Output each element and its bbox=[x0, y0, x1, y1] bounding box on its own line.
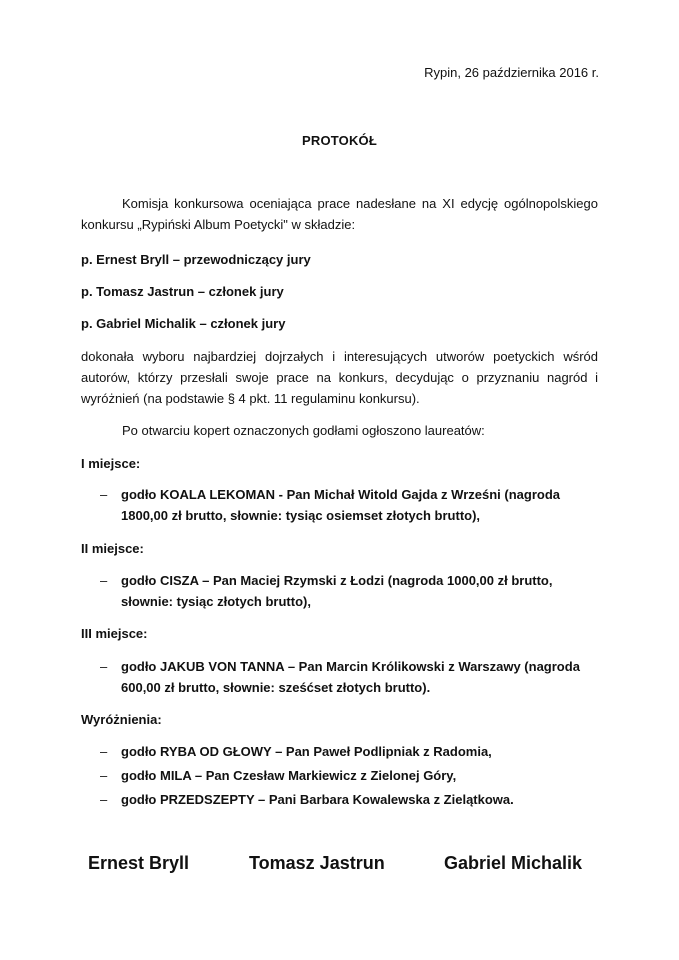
intro-paragraph: Komisja konkursowa oceniająca prace nadesłane na XI edycję ogólnopolskiego konkursu „Rypiński Album Poetycki" w składzie: bbox=[81, 196, 598, 232]
distinction-entry-3 bbox=[100, 789, 600, 810]
distinction-entry-1-text: godło RYBA OD GŁOWY – Pan Paweł Podlipniak z Radomia, bbox=[121, 744, 492, 759]
place-2-entry-text: godło CISZA – Pan Maciej Rzymski z Łodzi (nagroda 1000,00 zł brutto, słownie: tysiąc złotych brutto), bbox=[121, 573, 553, 609]
signature-gabriel-michalik: Gabriel Michalik bbox=[444, 853, 583, 873]
signature-ernest-bryll: Ernest Bryll bbox=[88, 853, 190, 873]
signature-tomasz-jastrun: Tomasz Jastrun bbox=[249, 853, 385, 873]
place-3-entry bbox=[100, 656, 600, 698]
after-opening-paragraph: Po otwarciu kopert oznaczonych godłami ogłoszono laureatów: bbox=[122, 423, 485, 438]
date-line: Rypin, 26 października 2016 r. bbox=[424, 65, 599, 80]
bullet-dash: – bbox=[100, 792, 108, 807]
place-2-heading: II miejsce: bbox=[81, 541, 144, 556]
place-1-entry bbox=[100, 484, 600, 526]
document-title: PROTOKÓŁ bbox=[301, 133, 378, 148]
distinctions-heading: Wyróżnienia: bbox=[81, 712, 162, 727]
bullet-dash: – bbox=[100, 573, 108, 588]
place-2-entry bbox=[100, 570, 600, 612]
bullet-dash: – bbox=[100, 487, 108, 502]
bullet-dash: – bbox=[100, 659, 108, 674]
bullet-dash: – bbox=[100, 768, 108, 783]
jury-member-chair: p. Ernest Bryll – przewodniczący jury bbox=[81, 252, 311, 267]
jury-member-2: p. Tomasz Jastrun – członek jury bbox=[81, 284, 284, 299]
distinction-entry-2-text: godło MILA – Pan Czesław Markiewicz z Zielonej Góry, bbox=[121, 768, 457, 783]
distinction-entry-1 bbox=[100, 741, 600, 762]
distinction-entry-3-text: godło PRZEDSZEPTY – Pani Barbara Kowalewska z Zielątkowa. bbox=[121, 792, 514, 807]
decision-paragraph: dokonała wyboru najbardziej dojrzałych i interesujących utworów poetyckich wśród autorów, którzy przesłali swoje prace na konkurs, decydując o przyznaniu nagród i wyróżnień (na podstawie § 4 pkt. 11 regulaminu konkursu). bbox=[81, 349, 598, 406]
place-1-entry-text: godło KOALA LEKOMAN - Pan Michał Witold Gajda z Wrześni (nagroda 1800,00 zł brutto, słownie: tysiąc osiemset złotych brutto), bbox=[121, 487, 561, 523]
place-1-heading: I miejsce: bbox=[81, 456, 141, 471]
jury-member-3: p. Gabriel Michalik – członek jury bbox=[81, 316, 286, 331]
place-3-heading: III miejsce: bbox=[81, 626, 148, 641]
distinction-entry-2 bbox=[100, 765, 600, 786]
place-3-entry-text: godło JAKUB VON TANNA – Pan Marcin Królikowski z Warszawy (nagroda 600,00 zł brutto, słownie: sześćset złotych brutto). bbox=[121, 659, 580, 695]
bullet-dash: – bbox=[100, 744, 108, 759]
